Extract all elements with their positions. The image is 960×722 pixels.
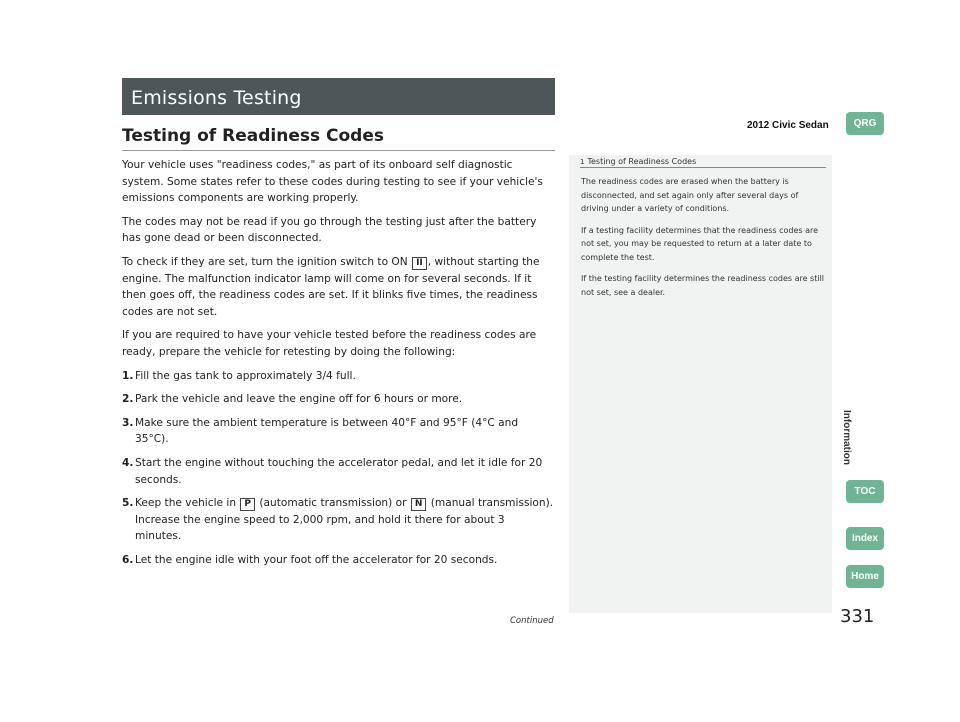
list-item: 4. Start the engine without touching the accelerator pedal, and let it idle for 20 seconds. [122, 456, 543, 486]
toc-tab[interactable]: TOC [846, 480, 884, 503]
note-marker-icon: 1 [580, 158, 585, 166]
step-list [122, 368, 554, 569]
park-key-symbol: P [240, 498, 255, 511]
index-tab[interactable]: Index [846, 527, 884, 550]
note-paragraph: If a testing facility determines that the readiness codes are not set, you may be requested to return at a later date to complete the test. [581, 225, 819, 262]
page-number: 331 [840, 606, 875, 627]
paragraph-intro: Your vehicle uses "readiness codes," as part of its onboard self diagnostic system. Some states refer to these codes during testing to see if your vehicle's emissions components are working properly. [122, 159, 543, 205]
title-divider [122, 150, 555, 151]
model-label: 2012 Civic Sedan [747, 120, 829, 131]
list-item: 5. Keep the vehicle in P (automatic transmission) or N (manual transmission). Increase the engine speed to 2,000 rpm, and hold it there for about 3 minutes. [122, 497, 554, 543]
home-tab[interactable]: Home [846, 565, 884, 588]
note-paragraph: The readiness codes are erased when the battery is disconnected, and set again only after several days of driving under a variety of conditions. [581, 177, 799, 213]
note-title: 1 Testing of Readiness Codes [580, 157, 697, 166]
note-paragraph: If the testing facility determines the readiness codes are still not set, see a dealer. [581, 274, 825, 297]
qrg-tab[interactable]: QRG [846, 112, 884, 135]
list-item: 2. Park the vehicle and leave the engine off for 6 hours or more. [122, 393, 463, 406]
paragraph-check: To check if they are set, turn the ignition switch to ON II , without starting the engine. The malfunction indicator lamp will come on for several seconds. If it then goes off, the readiness codes are set. If it blinks five times, the readiness codes are not set. [122, 255, 540, 318]
section-side-label: Information [841, 410, 852, 465]
page-title: Testing of Readiness Codes [122, 126, 384, 146]
list-item: 6. Let the engine idle with your foot off the accelerator for 20 seconds. [122, 553, 498, 566]
section-banner [122, 78, 555, 115]
list-item: 1. Fill the gas tank to approximately 3/4 full. [122, 369, 356, 382]
note-body [581, 175, 825, 307]
note-divider [580, 167, 826, 168]
neutral-key-symbol: N [411, 498, 427, 511]
section-banner-title: Emissions Testing [131, 87, 302, 109]
list-item: 3. Make sure the ambient temperature is between 40°F and 95°F (4°C and 35°C). [122, 416, 519, 446]
ignition-key-symbol: II [412, 257, 427, 270]
paragraph-retest: If you are required to have your vehicle tested before the readiness codes are ready, prepare the vehicle for retesting by doing the following: [122, 329, 537, 358]
paragraph-battery: The codes may not be read if you go through the testing just after the battery has gone dead or been disconnected. [122, 215, 537, 245]
main-content [122, 157, 554, 575]
continued-label: Continued [510, 616, 554, 626]
